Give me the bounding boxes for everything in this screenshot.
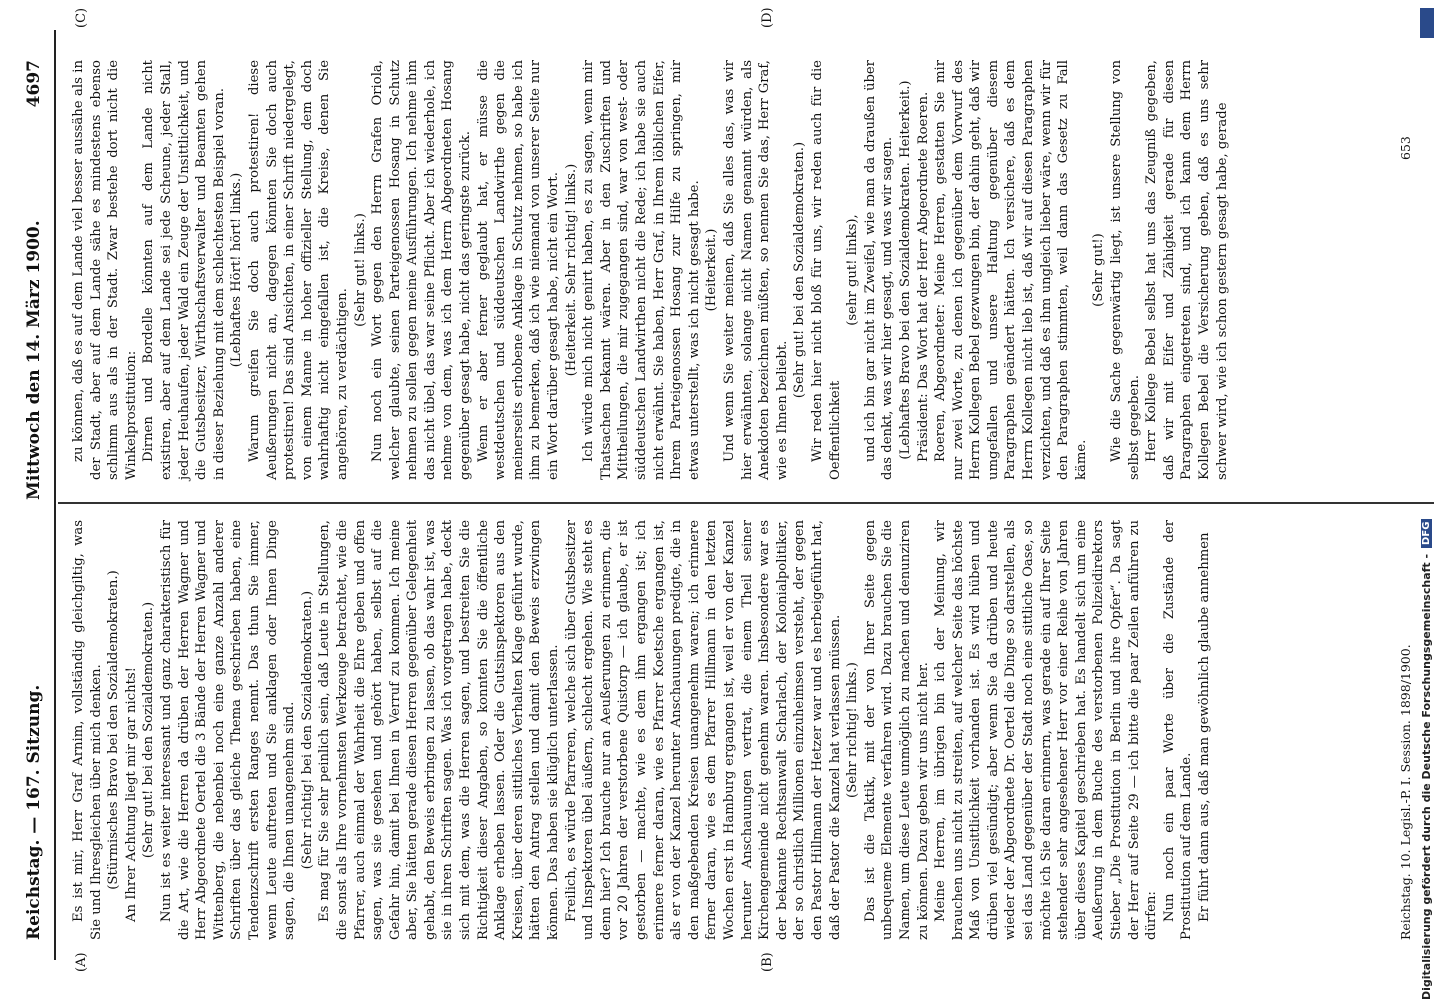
paragraph: Nun ist es weiter interessant und ganz charakteristisch für die Art, wie die Herren da drüben der Herren Wagner und Herr Abgeordnete Oertel die 3 Bände der Herren Wagner und Wittenberg, die nebenbei noch eine ganze Anzahl anderer Schriften über das gleiche Thema geschrieben haben, eine Tendenzschrift ersten Ranges nennt. Das thun Sie immer, wenn Leute auftreten und Sie anklagen oder Ihnen Dinge sagen, die Ihnen unangenehm sind.: [158, 520, 298, 940]
digitization-credit: [1418, 0, 1434, 1000]
paragraph: Er führt dann aus, daß man gewöhnlich glaube annehmen: [1197, 532, 1212, 922]
margin-mark-a: (A): [74, 952, 89, 972]
paragraph: Nun noch ein paar Worte über die Zustände der Prostitution auf dem Lande.: [1161, 520, 1195, 940]
header-rule: [54, 30, 56, 960]
margin-mark-b: (B): [760, 952, 775, 972]
left-column: [70, 520, 1214, 940]
paragraph: und ich bin gar nicht im Zweifel, wie man da draußen über das denkt, was wir hier gesagt, und was wir sagen.: [862, 60, 896, 480]
page-number: 4697: [24, 60, 44, 108]
paragraph: Warum greifen Sie doch auch protestiren! diese Aeußerungen nicht an, dagegen könnten Sie doch auch protestiren! Das sind Ansichten, in einer Schrift niedergelegt, von einem Manne in hoher offizieller Stellung, dem doch wahrhaftig nicht eingefallen ist, die Kreise, denen Sie angehören, zu verdächtigen.: [246, 60, 350, 480]
paragraph: Das ist die Taktik, mit der von Ihrer Seite gegen unbequeme Elemente verfahren wird. Dazu brauchen Sie die Namen, um diese Leute unmöglich zu machen und denunziren zu können. Dazu geben wir uns nicht her.: [862, 520, 931, 940]
right-column: [70, 60, 1231, 480]
paragraph: Ich würde mich nicht genirt haben, es zu sagen, wenn mir Thatsachen bekannt wären. Aber in den Zuschriften und Mittheilungen, die mir zugegangen sind, war von west- oder süddeutschen Landwirthen nicht die Rede; ich habe sie auch nicht erwähnt. Sie haben, Herr Graf, in Ihrem löblichen Eifer, Ihrem Parteigenossen Hosang zur Hilfe zu springen, mir etwas unterstellt, was ich nicht gesagt habe.: [581, 60, 702, 480]
paragraph: Dirnen und Bordelle könnten auf dem Lande nicht existiren, aber auf dem Lande sei jede Scheune, jeder Stall, jeder Heuhaufen, jeder Wald ein Zeuge der Unsittlichkeit, und die Gutsbesitzer, Wirthschaftsverwalter und Beamten gehen in dieser Beziehung mit dem schlechtesten Beispiel voran.: [141, 60, 227, 480]
interjection: (Heiterkeit.): [704, 228, 720, 312]
paragraph: zu können, daß es auf dem Lande viel besser aussähe als in der Stadt, aber auf dem Lande sähe es mindestens ebenso schlimm aus als in der Stadt. Zwar bestehe dort nicht die Winkelprostitution:: [71, 60, 139, 480]
paragraph: Herr Kollege Bebel selbst hat uns das Zeugniß gegeben, daß wir mit Eifer und Zähigkeit gerade für diesen Paragraphen eingetreten sind, und ich kann dem Herrn Kollegen Bebel die Versicherung geben, daß es uns sehr schwer wird, wie ich schon gestern gesagt habe, gerade: [1144, 60, 1230, 480]
paragraph: Und wenn Sie weiter meinen, daß Sie alles das, was wir hier erwähnten, solange nicht Namen genannt würden, als Anekdoten bezeichnen müßten, so nennen Sie das, Herr Graf, wie es Ihnen beliebt.: [721, 60, 790, 480]
interjection: (sehr gut! links),: [845, 214, 861, 326]
interjection: (Sehr gut! bei den Sozialdemokraten.): [141, 601, 157, 859]
paragraph: Es mag für Sie sehr peinlich sein, daß Leute in Stellungen, die sonst als Ihre vornehmsten Werkzeuge betrachtet, wie die Pfarrer, auch einmal der Wahrheit die Ehre geben und offen sagen, was sie gesehen und gehört haben, selbst auf die Gefahr hin, damit bei Ihnen in Verruf zu kommen. Ich meine aber, Sie hätten gerade diesen Herren gegenüber Gelegenheit gehabt, den Beweis erbringen zu lassen, ob das wahr ist, was sie in ihren Schriften sagen. Was ich vorgetragen habe, deckt sich mit dem, was die Herren sagen, und bestreiten Sie die Richtigkeit dieser Angaben, so konnten Sie die öffentliche Anklage erheben lassen. Oder die Gutsinspektoren aus den Kreisen, über deren sittliches Verhalten Klage geführt wurde, hätten den Antrag stellen und damit den Beweis erzwingen können. Das haben sie klüglich unterlassen.: [317, 520, 562, 940]
interjection: (Sehr gut! links.): [352, 213, 368, 327]
interjection: (Sehr richtig! links.): [845, 662, 861, 798]
interjection: (Stürmisches Bravo bei den Sozialdemokraten.): [106, 570, 122, 890]
interjection: (Sehr richtig! bei den Sozialdemokraten.): [299, 590, 315, 870]
paragraph: Es ist mir, Herr Graf Arnim, vollständig gleichgiltig, was Sie und Ihresgleichen über mich denken.: [71, 520, 104, 940]
interjection: (Sehr gut!): [1091, 233, 1107, 307]
paragraph: Wenn er aber ferner geglaubt hat, er müsse die westdeutschen und süddeutschen Landwirthe gegen die meinerseits erhobene Anklage in Schutz nehmen, so habe ich ihm zu bemerken, daß ich wie niemand von unserer Seite nur ein Wort darüber gesagt habe, nicht ein Wort.: [475, 60, 562, 480]
dfg-badge: DFG: [1421, 519, 1432, 548]
paragraph: Roeren, Abgeordneter: Meine Herren, gestatten Sie mir nur zwei Worte, zu denen ich gegenüber dem Vorwurf des Herrn Kollegen Bebel gezwungen bin, der dahin geht, daß wir umgefallen und unsere Haltung gegenüber diesem Paragraphen geändert hätten. Ich versichere, daß es dem Herrn Kollegen nicht lieb ist, daß wir auf diesen Paragraphen verzichten, und daß es ihm ungleich lieber wäre, wenn wir für den Paragraphen stimmten, weil dann das Gesetz zu Fall käme.: [933, 60, 1089, 480]
paragraph: Wie die Sache gegenwärtig liegt, ist unsere Stellung von selbst gegeben.: [1109, 60, 1142, 480]
paragraph: Wir reden hier nicht bloß für uns, wir reden auch für die Oeffentlichkeit: [809, 60, 843, 480]
interjection: (Lebhaftes Bravo bei den Sozialdemokraten. Heiterkeit.): [897, 80, 913, 460]
footer-sheet-number: 653: [1398, 136, 1413, 160]
paragraph: An Ihrer Achtung liegt mir gar nichts!: [123, 667, 139, 922]
page-header: [18, 60, 50, 940]
credit-text: Digitalisierung gefördert durch die Deutsche Forschungsgemeinschaft -: [1419, 553, 1433, 1000]
interjection: (Lebhaftes Hört! hört! links.): [229, 172, 245, 368]
paragraph: Meine Herren, im übrigen bin ich der Meinung, wir brauchen uns nicht zu streiten, auf welcher Seite das höchste Maß von Unsittlichkeit vorhanden ist. Es wird hüben und drüben viel gesündigt; aber wenn Sie da drüben und heute wieder der Abgeordnete Dr. Oertel die Dinge so darstellen, als sei das Land gegenüber der Stadt noch eine sittliche Oase, so möchte ich Sie daran erinnern, was gerade ein auf Ihrer Seite stehender sehr angesehener Herr vor einer Reihe von Jahren über dieses Kapitel geschrieben hat. Es handelt sich um eine Aeußerung in dem Buche des verstorbenen Polizeidirektors Stieber „Die Prostitution in Berlin und ihre Opfer“. Da sagt der Herr auf Seite 29 — ich bitte die paar Zeilen anführen zu dürfen:: [933, 520, 1160, 940]
column-divider: [58, 502, 1434, 504]
footer-legislature: Reichstag. 10. Legisl.-P. I. Session. 1898/1900.: [1398, 644, 1413, 940]
header-session: Reichstag. — 167. Sitzung.: [24, 684, 44, 940]
interjection: (Heiterkeit. Sehr richtig! links.): [563, 163, 579, 377]
paragraph: Präsident: Das Wort hat der Herr Abgeordnete Roeren.: [915, 91, 931, 462]
paragraph: Freilich, es würde Pfarreren, welche sich über Gutsbesitzer und Inspektoren übel äußern, schlecht ergehen. Wie steht es denn hier? Ich brauche nur an Aeußerungen zu erinnern, die vor 20 Jahren der verstorbene Quistorp — ich glaube, er ist gestorben — machte, wie es dem ihm ergangen ist; ich erinnere ferner daran, wie es Pfarrer Koetsche ergangen ist, als er von der Kanzel herunter Anschauungen predigte, die in den maßgebenden Kreisen unangenehm waren; ich erinnere ferner daran, wie es dem Pfarrer Hillmann in den letzten Wochen erst in Hamburg ergangen ist, weil er von der Kanzel herunter Anschauungen vertrat, die einem Theil seiner Kirchengemeinde nicht genehm waren. Insbesondere war es der bekannte Rechtsanwalt Scharlach, der Kolonialpolitiker, der so christlich Millionen einzuheimsen versteht, der gegen den Pastor Hillmann der Hetzer war und es herbeigeführt hat, daß der Pastor die Kanzel hat verlassen müssen.: [563, 520, 843, 940]
header-date: Mittwoch den 14. März 1900.: [24, 220, 44, 500]
interjection: (Sehr gut! bei den Sozialdemokraten.): [792, 141, 808, 399]
margin-mark-d: (D): [760, 7, 775, 28]
paragraph: Nun noch ein Wort gegen den Herrn Grafen Oriola, welcher glaubte, seinen Parteigenossen Hosang in Schutz nehmen zu sollen gegen meine Ausführungen. Ich nehme ihm das nicht übel, das war seine Pflicht. Aber ich wiederhole, ich nehme von dem, was ich dem Herrn Abgeordneten Hosang gegenüber gesagt habe, nicht das geringste zurück.: [370, 60, 474, 480]
margin-mark-c: (C): [74, 7, 89, 28]
